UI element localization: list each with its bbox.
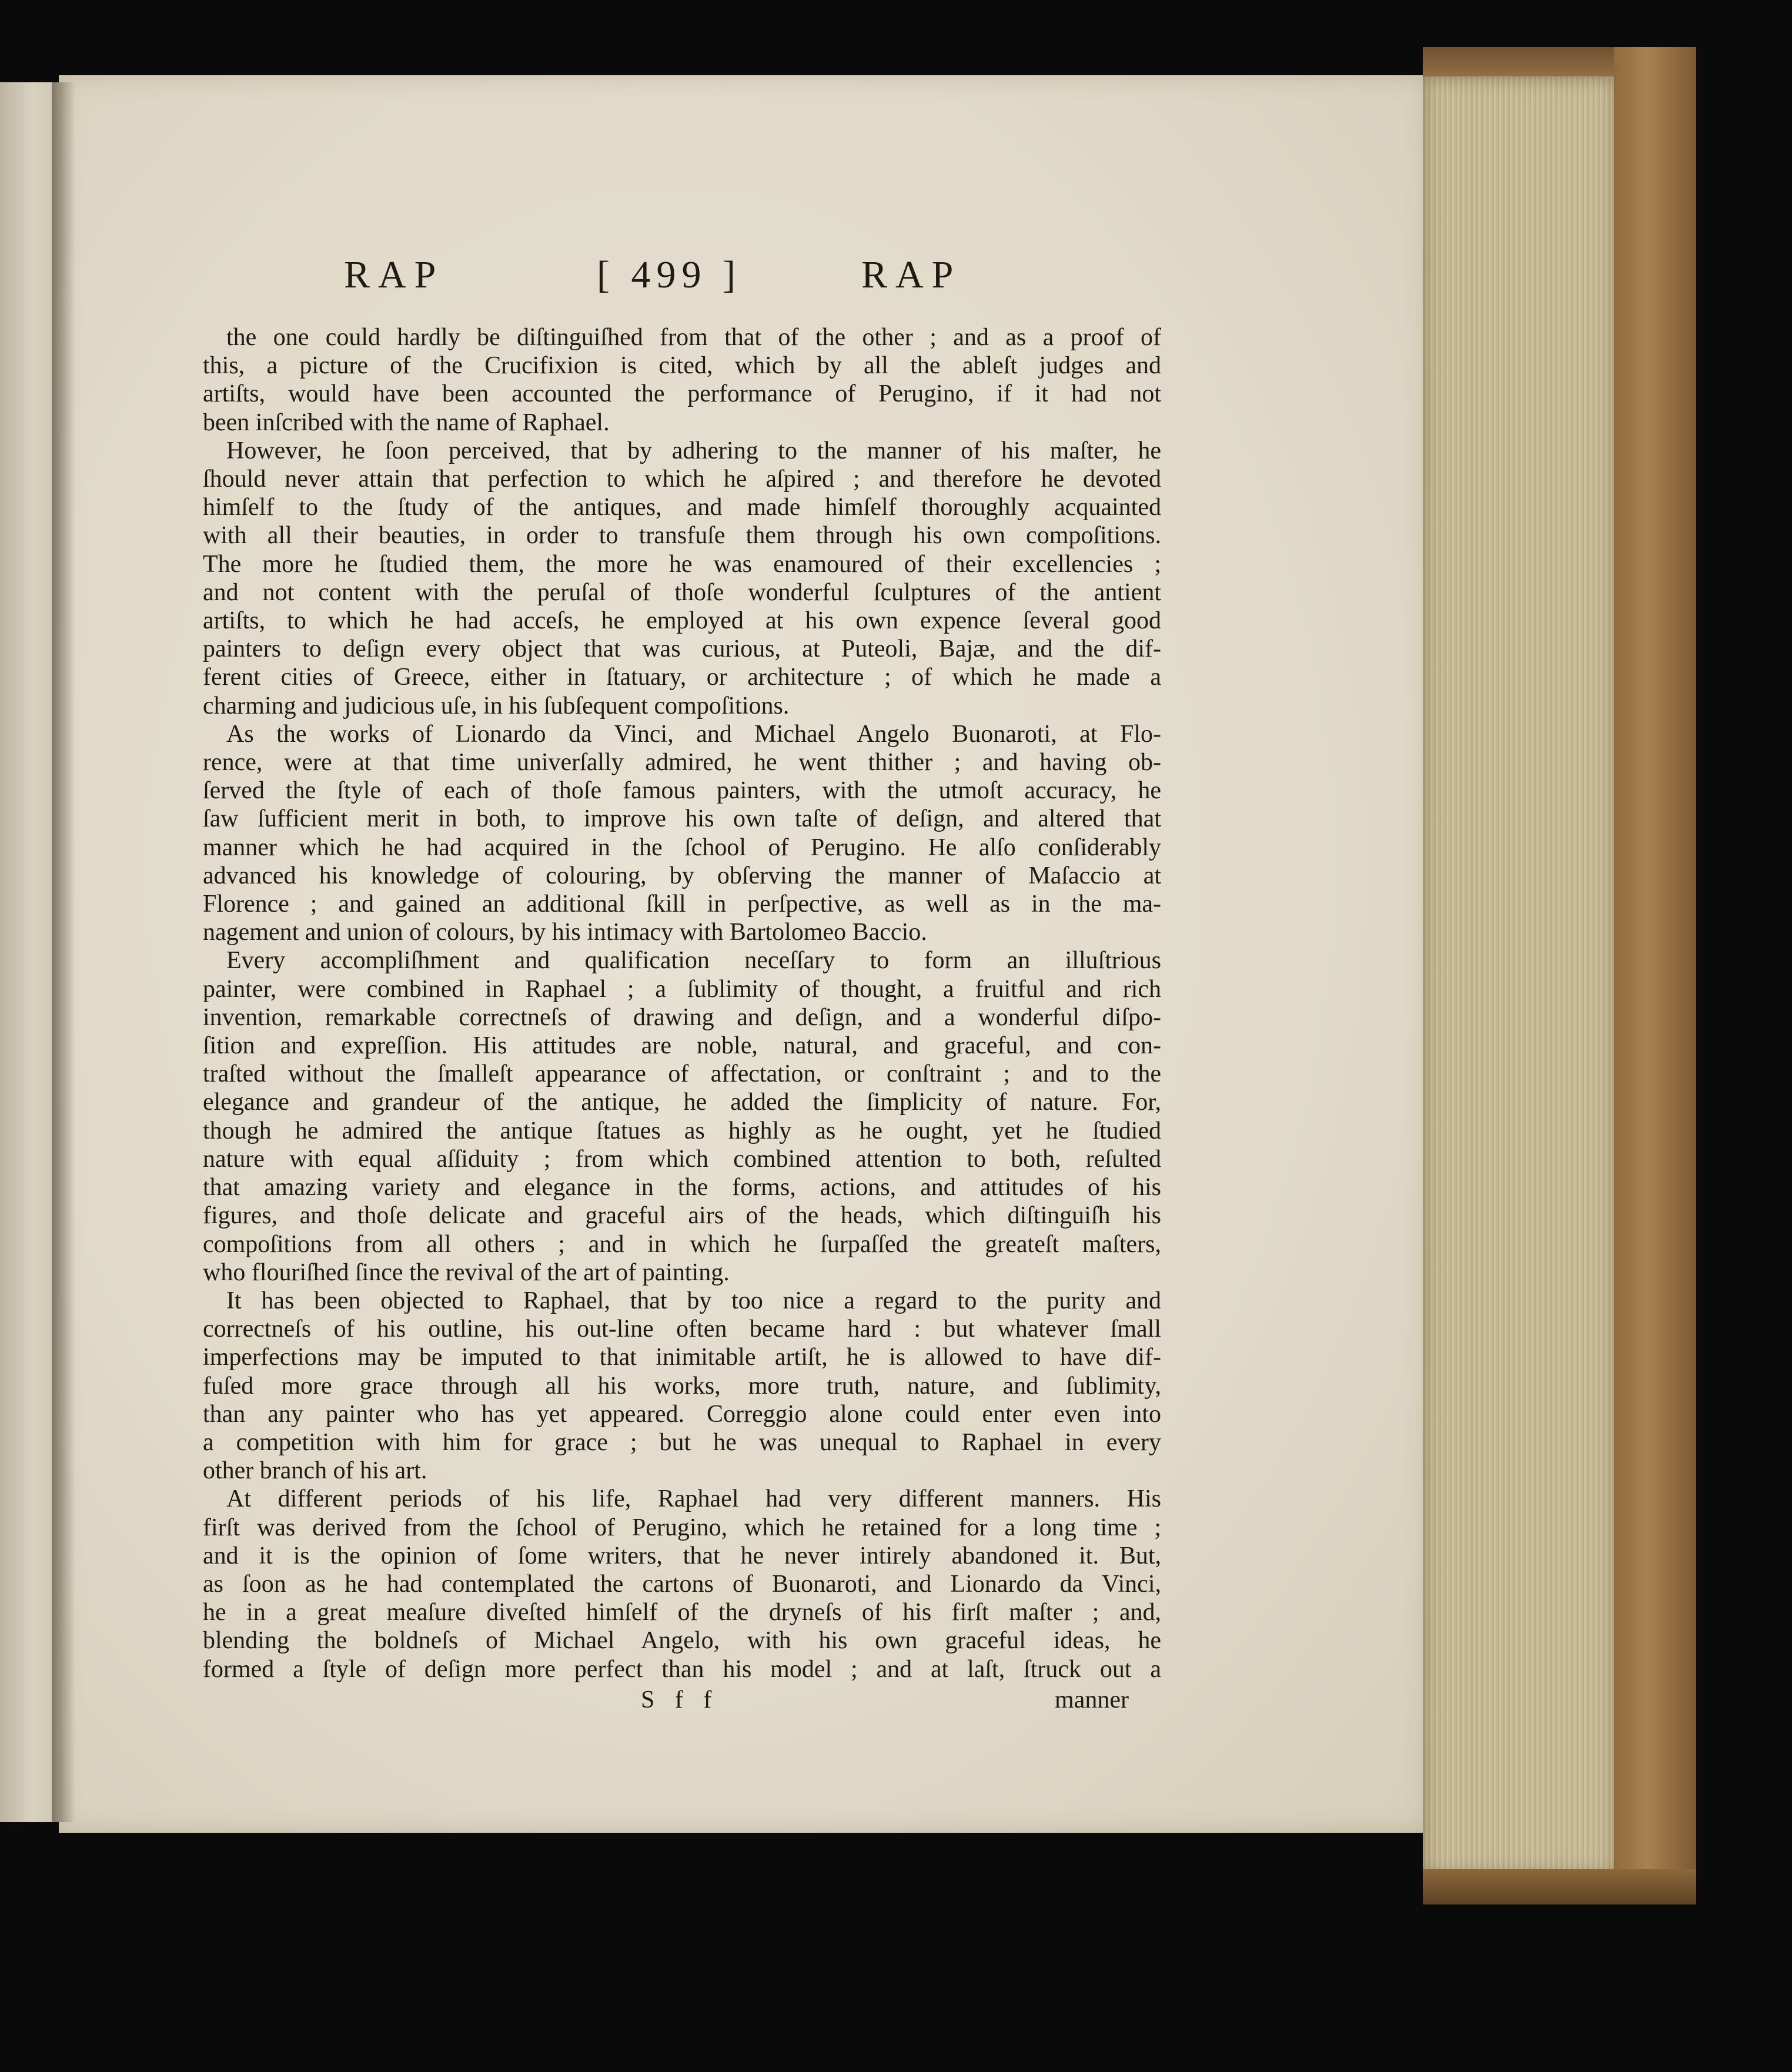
text-line: and not content with the peruſal of thoſe wonderful ſculptures of the antient xyxy=(203,578,1161,606)
text-line: painter, were combined in Raphael ; a ſublimity of thought, a fruitful and rich xyxy=(203,975,1161,1003)
text-line: advanced his knowledge of colouring, by obſerving the manner of Maſaccio at xyxy=(203,862,1161,889)
text-line: ſerved the ſtyle of each of thoſe famous painters, with the utmoſt accuracy, he xyxy=(203,777,1161,805)
header-right: RAP xyxy=(861,253,962,296)
text-line: artiſts, would have been accounted the performance of Perugino, if it had not xyxy=(203,380,1161,408)
text-line: correctneſs of his outline, his out-line often became hard : but whatever ſmall xyxy=(203,1315,1161,1343)
gutter-shadow xyxy=(52,82,75,1822)
running-header xyxy=(203,253,1161,323)
text-line: However, he ſoon perceived, that by adhering to the manner of his maſter, he xyxy=(226,437,1161,464)
body-text xyxy=(203,323,1161,1683)
text-line: than any painter who has yet appeared. Correggio alone could enter even into xyxy=(203,1400,1161,1428)
previous-page-edge xyxy=(0,82,59,1822)
catchword: manner xyxy=(1055,1686,1129,1713)
text-line: charming and judicious uſe, in his ſubſequent compoſitions. xyxy=(203,692,790,719)
text-line: rence, were at that time univerſally admired, he went thither ; and having ob- xyxy=(203,749,1161,776)
signature-mark: S f f xyxy=(641,1686,719,1713)
text-line: the one could hardly be diſtinguiſhed from that of the other ; and as a proof of xyxy=(226,324,1161,351)
text-line: this, a picture of the Crucifixion is cited, which by all the ableſt judges and xyxy=(203,352,1161,380)
text-line: and it is the opinion of ſome writers, that he never intirely abandoned it. But, xyxy=(203,1542,1161,1569)
text-line: It has been objected to Raphael, that by too nice a regard to the purity and xyxy=(226,1287,1161,1314)
page-content xyxy=(203,253,1161,1721)
text-line: blending the boldneſs of Michael Angelo, with his own graceful ideas, he xyxy=(203,1627,1161,1655)
text-line: ferent cities of Greece, either in ſtatuary, or architecture ; of which he made a xyxy=(203,664,1161,691)
header-left: RAP xyxy=(344,253,444,296)
text-line: himſelf to the ſtudy of the antiques, and made himſelf thoroughly acquainted xyxy=(203,494,1161,521)
text-line: ſition and expreſſion. His attitudes are noble, natural, and graceful, and con- xyxy=(203,1032,1161,1060)
text-line: a competition with him for grace ; but he was unequal to Raphael in every xyxy=(203,1428,1161,1456)
text-line: As the works of Lionardo da Vinci, and Michael Angelo Buonaroti, at Flo- xyxy=(226,720,1161,748)
text-line: who flouriſhed ſince the revival of the art of painting. xyxy=(203,1258,730,1286)
text-line: traſted without the ſmalleſt appearance of affectation, or conſtraint ; and to the xyxy=(203,1060,1161,1088)
text-line: The more he ſtudied them, the more he was enamoured of their excellencies ; xyxy=(203,550,1161,578)
text-line: though he admired the antique ſtatues as highly as he ought, yet he ſtudied xyxy=(203,1117,1161,1144)
text-line: elegance and grandeur of the antique, he added the ſimplicity of nature. For, xyxy=(203,1089,1161,1116)
text-line: with all their beauties, in order to transfuſe them through his own compoſitions. xyxy=(203,522,1161,550)
binding-bottom xyxy=(1423,1869,1696,1904)
paragraph xyxy=(203,1485,1161,1683)
text-line: he in a great meaſure diveſted himſelf of the dryneſs of his firſt maſter ; and, xyxy=(203,1599,1161,1626)
leather-binding xyxy=(1614,47,1696,1899)
text-line: painters to deſign every object that was curious, at Puteoli, Bajæ, and the dif- xyxy=(203,635,1161,663)
paragraph xyxy=(203,323,1161,437)
text-line: Every accompliſhment and qualification neceſſary to form an illuſtrious xyxy=(226,947,1161,975)
text-line: artiſts, to which he had acceſs, he employed at his own expence ſeveral good xyxy=(203,607,1161,635)
text-line: compoſitions from all others ; and in which he ſurpaſſed the greateſt maſters, xyxy=(203,1230,1161,1258)
paragraph xyxy=(203,437,1161,720)
page-edges xyxy=(1423,76,1617,1875)
text-line: figures, and thoſe delicate and graceful airs of the heads, which diſtinguiſh his xyxy=(203,1202,1161,1230)
page-number: [ 499 ] xyxy=(597,253,741,296)
paragraph xyxy=(203,946,1161,1286)
text-line: manner which he had acquired in the ſchool of Perugino. He alſo conſiderably xyxy=(203,834,1161,861)
text-line: fuſed more grace through all his works, more truth, nature, and ſublimity, xyxy=(203,1372,1161,1400)
text-line: ſhould never attain that perfection to which he aſpired ; and therefore he devoted xyxy=(203,466,1161,493)
text-line: Florence ; and gained an additional ſkill in perſpective, as well as in the ma- xyxy=(203,891,1161,918)
text-line: imperfections may be imputed to that inimitable artiſt, he is allowed to have dif- xyxy=(203,1344,1161,1371)
text-line: firſt was derived from the ſchool of Perugino, which he retained for a long time ; xyxy=(203,1514,1161,1541)
text-line: nagement and union of colours, by his intimacy with Bartolomeo Baccio. xyxy=(203,919,927,946)
text-line: ſaw ſufficient merit in both, to improve his own taſte of deſign, and altered that xyxy=(203,805,1161,833)
paragraph xyxy=(203,720,1161,947)
paragraph xyxy=(203,1287,1161,1485)
text-line: that amazing variety and elegance in the forms, actions, and attitudes of his xyxy=(203,1174,1161,1201)
text-line: been inſcribed with the name of Raphael. xyxy=(203,409,610,436)
text-line: nature with equal aſſiduity ; from which combined attention to both, reſulted xyxy=(203,1145,1161,1173)
text-line: invention, remarkable correctneſs of drawing and deſign, and a wonderful diſpo- xyxy=(203,1003,1161,1031)
text-line: other branch of his art. xyxy=(203,1457,427,1485)
text-line: formed a ſtyle of deſign more perfect than his model ; and at laſt, ſtruck out a xyxy=(203,1655,1161,1683)
text-line: as ſoon as he had contemplated the cartons of Buonaroti, and Lionardo da Vinci, xyxy=(203,1570,1161,1598)
page-footer xyxy=(203,1686,1161,1721)
text-line: At different periods of his life, Raphael had very different manners. His xyxy=(226,1485,1161,1513)
